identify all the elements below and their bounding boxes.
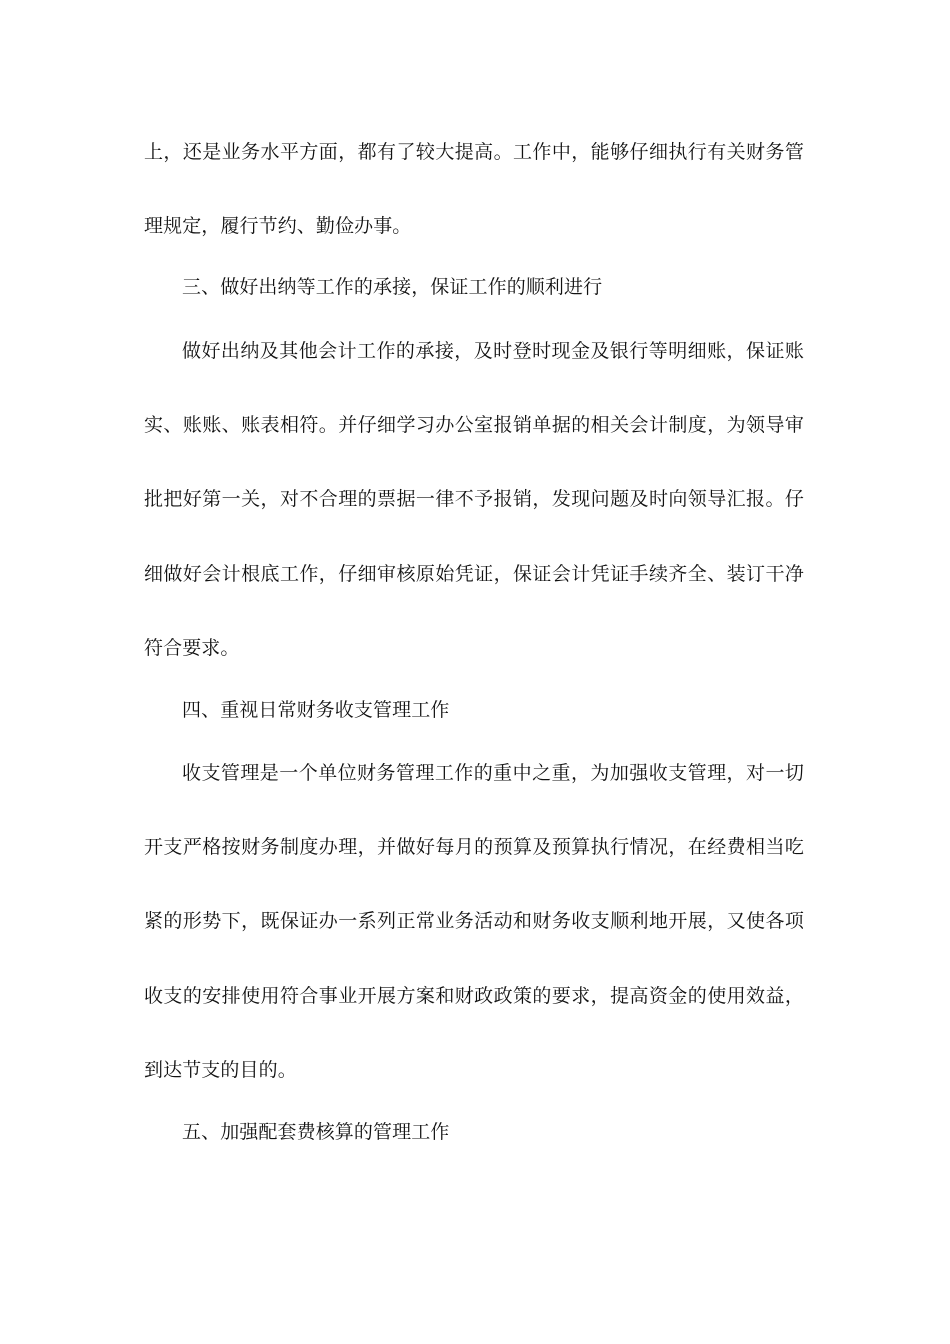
body-text-line: 实、账账、账表相符。并仔细学习办公室报销单据的相关会计制度，为领导审: [144, 414, 804, 436]
body-text-line: 符合要求。: [144, 637, 240, 659]
body-text-line: 收支的安排使用符合事业开展方案和财政政策的要求，提高资金的使用效益，: [144, 985, 804, 1007]
section-heading-5: 五、加强配套费核算的管理工作: [182, 1121, 450, 1143]
body-text-line: 细做好会计根底工作，仔细审核原始凭证，保证会计凭证手续齐全、装订干净: [144, 563, 804, 585]
section-heading-4: 四、重视日常财务收支管理工作: [182, 699, 450, 721]
body-text-line: 理规定，履行节约、勤俭办事。: [144, 215, 412, 237]
body-text-line: 批把好第一关，对不合理的票据一律不予报销，发现问题及时向领导汇报。仔: [144, 488, 804, 510]
body-text-line: 开支严格按财务制度办理，并做好每月的预算及预算执行情况，在经费相当吃: [144, 836, 804, 858]
body-text-line: 做好出纳及其他会计工作的承接，及时登时现金及银行等明细账，保证账: [182, 340, 804, 362]
body-text-line: 紧的形势下，既保证办一系列正常业务活动和财务收支顺利地开展，又使各项: [144, 910, 804, 932]
body-text-line: 上，还是业务水平方面，都有了较大提高。工作中，能够仔细执行有关财务管: [144, 141, 804, 163]
body-text-line: 到达节支的目的。: [144, 1059, 297, 1081]
body-text-line: 收支管理是一个单位财务管理工作的重中之重，为加强收支管理，对一切: [182, 762, 804, 784]
section-heading-3: 三、做好出纳等工作的承接，保证工作的顺利进行: [182, 276, 603, 298]
